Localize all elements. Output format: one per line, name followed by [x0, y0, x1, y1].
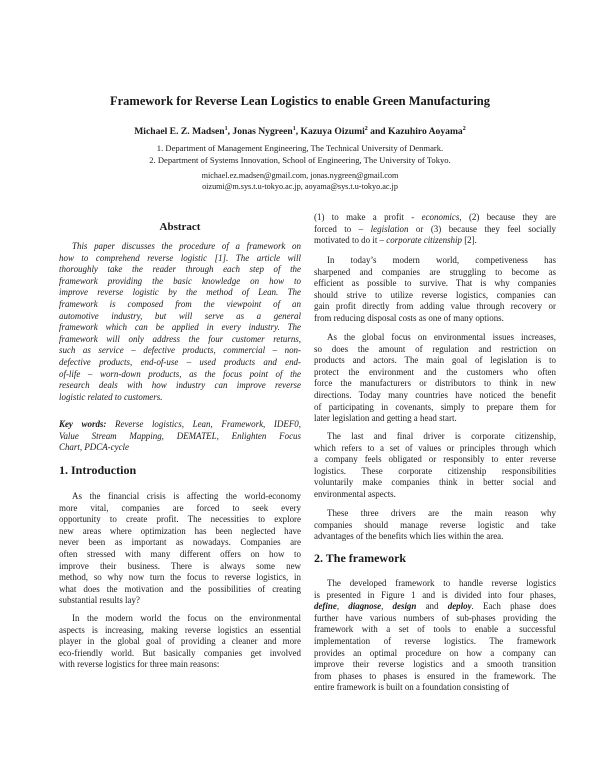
body-line: never been as important as nowadays. Companies are: [59, 537, 301, 548]
body-line: products and actors. The main goal of legislation is to: [314, 355, 556, 366]
body-text: ,: [336, 601, 349, 612]
affiliation-1: 1. Department of Management Engineering, The Technical University of Denmark.: [156, 143, 444, 153]
competition-paragraph: [314, 255, 556, 325]
body-text: . Each phase does: [471, 601, 557, 612]
body-line: eco-friendly world. But basically companies get involved: [59, 647, 301, 658]
drivers-paragraph: [314, 508, 556, 543]
keywords-text: Value Stream Mapping, DEMATEL, Enlighten Focus: [59, 430, 301, 441]
reasons-paragraph: [314, 212, 556, 247]
phase-deploy: deploy: [447, 601, 472, 612]
body-line: gain profit directly from adding value through recovery or: [314, 301, 556, 312]
body-line: from reducing disposal costs as one of many options.: [314, 312, 504, 323]
abstract-line: how to comprehend reverse logistic [1]. The article will: [59, 252, 301, 263]
abstract-line: automotive industry, but will serve as a general: [59, 310, 301, 321]
author-affiliation-mark: 1: [292, 126, 296, 132]
body-line: companies should manage reverse logistic and take: [314, 519, 556, 530]
author-name: Jonas Nygreen: [232, 126, 293, 138]
body-line: should strive to utilize reverse logistics, companies can: [314, 289, 556, 300]
body-line: new areas where optimization has been neglected have: [59, 525, 301, 536]
body-line: aspects is increasing, making reverse logistics an essential: [59, 624, 301, 635]
keywords: [59, 419, 301, 454]
emphasis-corporate-citizenship: corporate citizenship: [386, 235, 462, 246]
abstract-line: improve reverse logistic by the method of Lean. The: [59, 287, 301, 298]
abstract-line: research deals with how industry can improve reverse: [59, 380, 301, 391]
body-text: and: [416, 601, 448, 612]
body-line: framework with a set of tools to enable a successful: [314, 624, 556, 635]
body-line: opportunity to create profit. The necessities to explore: [59, 514, 301, 525]
body-line: of participating in covenants, simply to prepare them for: [314, 401, 556, 412]
body-text: [2].: [461, 235, 477, 246]
body-line: later legislation and getting a head start.: [314, 413, 457, 424]
author-separator: ,: [227, 126, 233, 138]
body-line: more vital, companies are forced to seek every: [59, 502, 301, 513]
abstract-line: such as service – defective products, commercial – non-: [59, 345, 301, 356]
body-line: advantages of the benefits which lies within the area.: [314, 531, 504, 542]
body-line: As the financial crisis is affecting the world-economy: [72, 491, 301, 501]
body-text: ,: [381, 601, 393, 612]
body-text: (1) to make a profit -: [314, 212, 422, 222]
author-list: [0, 126, 600, 137]
body-line: sharpened and companies are struggling to become as: [314, 266, 556, 277]
abstract-line: framework providing the basic knowledge on how to: [59, 275, 301, 286]
framework-paragraph: [314, 578, 556, 694]
body-line: so does the amount of regulation and restriction on: [314, 343, 556, 354]
author-name: Michael E. Z. Madsen: [134, 126, 225, 138]
paper-title: Framework for Reverse Lean Logistics to enable Green Manufacturing: [109, 94, 491, 108]
citizenship-paragraph: [314, 431, 556, 501]
abstract-body: [59, 241, 301, 403]
body-line: player in the global goal of providing a cleaner and more: [59, 636, 301, 647]
body-line: method, so why now turn the focus to reverse logistics, in: [59, 572, 301, 583]
body-line: directions. Today many countries have noticed the benefit: [314, 389, 556, 400]
author-name: Kazuya Oizumi: [300, 126, 365, 138]
abstract-line: logistic related to customers.: [59, 391, 163, 402]
body-line: which refers to a set of values or principles through which: [314, 442, 556, 453]
abstract-line: framework is composed from the viewpoint of an: [59, 298, 301, 309]
body-line: implementation of reverse logistics. The framework: [314, 635, 556, 646]
keywords-label: Key words:: [59, 419, 107, 429]
body-line: The last and final driver is corporate citizenship,: [327, 431, 556, 441]
body-line: As the global focus on environmental issues increases,: [327, 332, 556, 342]
body-line: substantial results lay?: [59, 595, 140, 606]
body-line: logistics. These corporate citizenship responsibilities: [314, 465, 556, 476]
emphasis-legislation: legislation: [370, 223, 409, 234]
body-line: efficient as possible to survive. That is why companies: [314, 278, 556, 289]
author-affiliation-mark: 1: [224, 126, 228, 132]
author-separator: and: [367, 126, 389, 138]
abstract-line: defective products, end-of-use – used products and end-: [59, 356, 301, 367]
body-line: a company feels obligated or responsibly to enter reverse: [314, 454, 556, 465]
affiliation-2: 2. Department of Systems Innovation, School of Engineering, The University of Tokyo.: [149, 155, 451, 165]
body-line: improve their reverse logistics and a smooth transition: [314, 659, 556, 670]
body-line: what does the motivation and the possibilities of creating: [59, 583, 301, 594]
abstract-line: thoroughly take the reader through each step of the: [59, 264, 301, 275]
body-line: from phases to phases is ensured in the framework. The: [314, 670, 556, 681]
body-line: with reverse logistics for three main reasons:: [59, 659, 220, 670]
email-line: oizumi@m.sys.t.u-tokyo.ac.jp, aoyama@sys.t.u-tokyo.ac.jp: [202, 182, 398, 191]
body-line: In the modern world the focus on the environmental: [72, 613, 301, 623]
body-line: is presented in Figure 1 and is divided into four phases,: [314, 589, 556, 600]
author-affiliation-mark: 2: [462, 126, 466, 132]
intro-paragraph-2: [59, 613, 301, 671]
body-line: These three drivers are the main reason why: [327, 508, 556, 518]
body-line: force the manufacturers or distributors to think in new: [314, 378, 556, 389]
abstract-line: framework which can be applied in every industry. The: [59, 322, 301, 333]
body-text: forced to –: [314, 223, 371, 234]
author-name: Kazuhiro Aoyama: [388, 126, 463, 138]
intro-paragraph-1: [59, 491, 301, 607]
body-text: motivated to do it –: [314, 235, 387, 246]
body-line: protect the environment and the customers who often: [314, 366, 556, 377]
body-line: provides an optimal procedure on how a company can: [314, 647, 556, 658]
phase-define: define: [314, 601, 337, 612]
body-line: environmental aspects.: [314, 488, 396, 499]
section-heading-framework: 2. The framework: [314, 551, 407, 565]
body-line: improve their business. There is always some new: [59, 560, 301, 571]
body-line: further have various numbers of sub-phases providing the: [314, 612, 556, 623]
body-line: In today’s modern world, competiveness has: [327, 255, 556, 265]
environment-paragraph: [314, 332, 556, 425]
keywords-text: Reverse logistics, Lean, Framework, IDEF0,: [106, 419, 301, 429]
author-separator: ,: [295, 126, 301, 138]
emphasis-economics: economics: [421, 212, 460, 222]
abstract-line: framework will only address the four customer returns,: [59, 333, 301, 344]
abstract-line: This paper discusses the procedure of a framework on: [72, 241, 301, 251]
author-emails: [0, 170, 600, 192]
body-line: The developed framework to handle reverse logistics: [327, 578, 556, 588]
body-text: , (2) because they are: [459, 212, 556, 222]
body-line: often stressed with many different offers on how to: [59, 548, 301, 559]
keywords-text: Chart, PDCA-cycle: [59, 442, 129, 453]
body-text: or (3) because they feel socially: [408, 223, 556, 234]
body-line: entire framework is built on a foundation consisting of: [314, 682, 510, 693]
phase-design: design: [392, 601, 417, 612]
body-line: voluntarily make companies think in better social and: [314, 477, 556, 488]
abstract-line: of-life – worn-down products, as the focus point of the: [59, 368, 301, 379]
phase-diagnose: diagnose: [348, 601, 382, 612]
email-line: michael.ez.madsen@gmail.com, jonas.nygreen@gmail.com: [201, 171, 399, 180]
abstract-heading: Abstract: [159, 221, 201, 233]
section-heading-introduction: 1. Introduction: [59, 463, 137, 477]
author-affiliation-mark: 2: [364, 126, 368, 132]
